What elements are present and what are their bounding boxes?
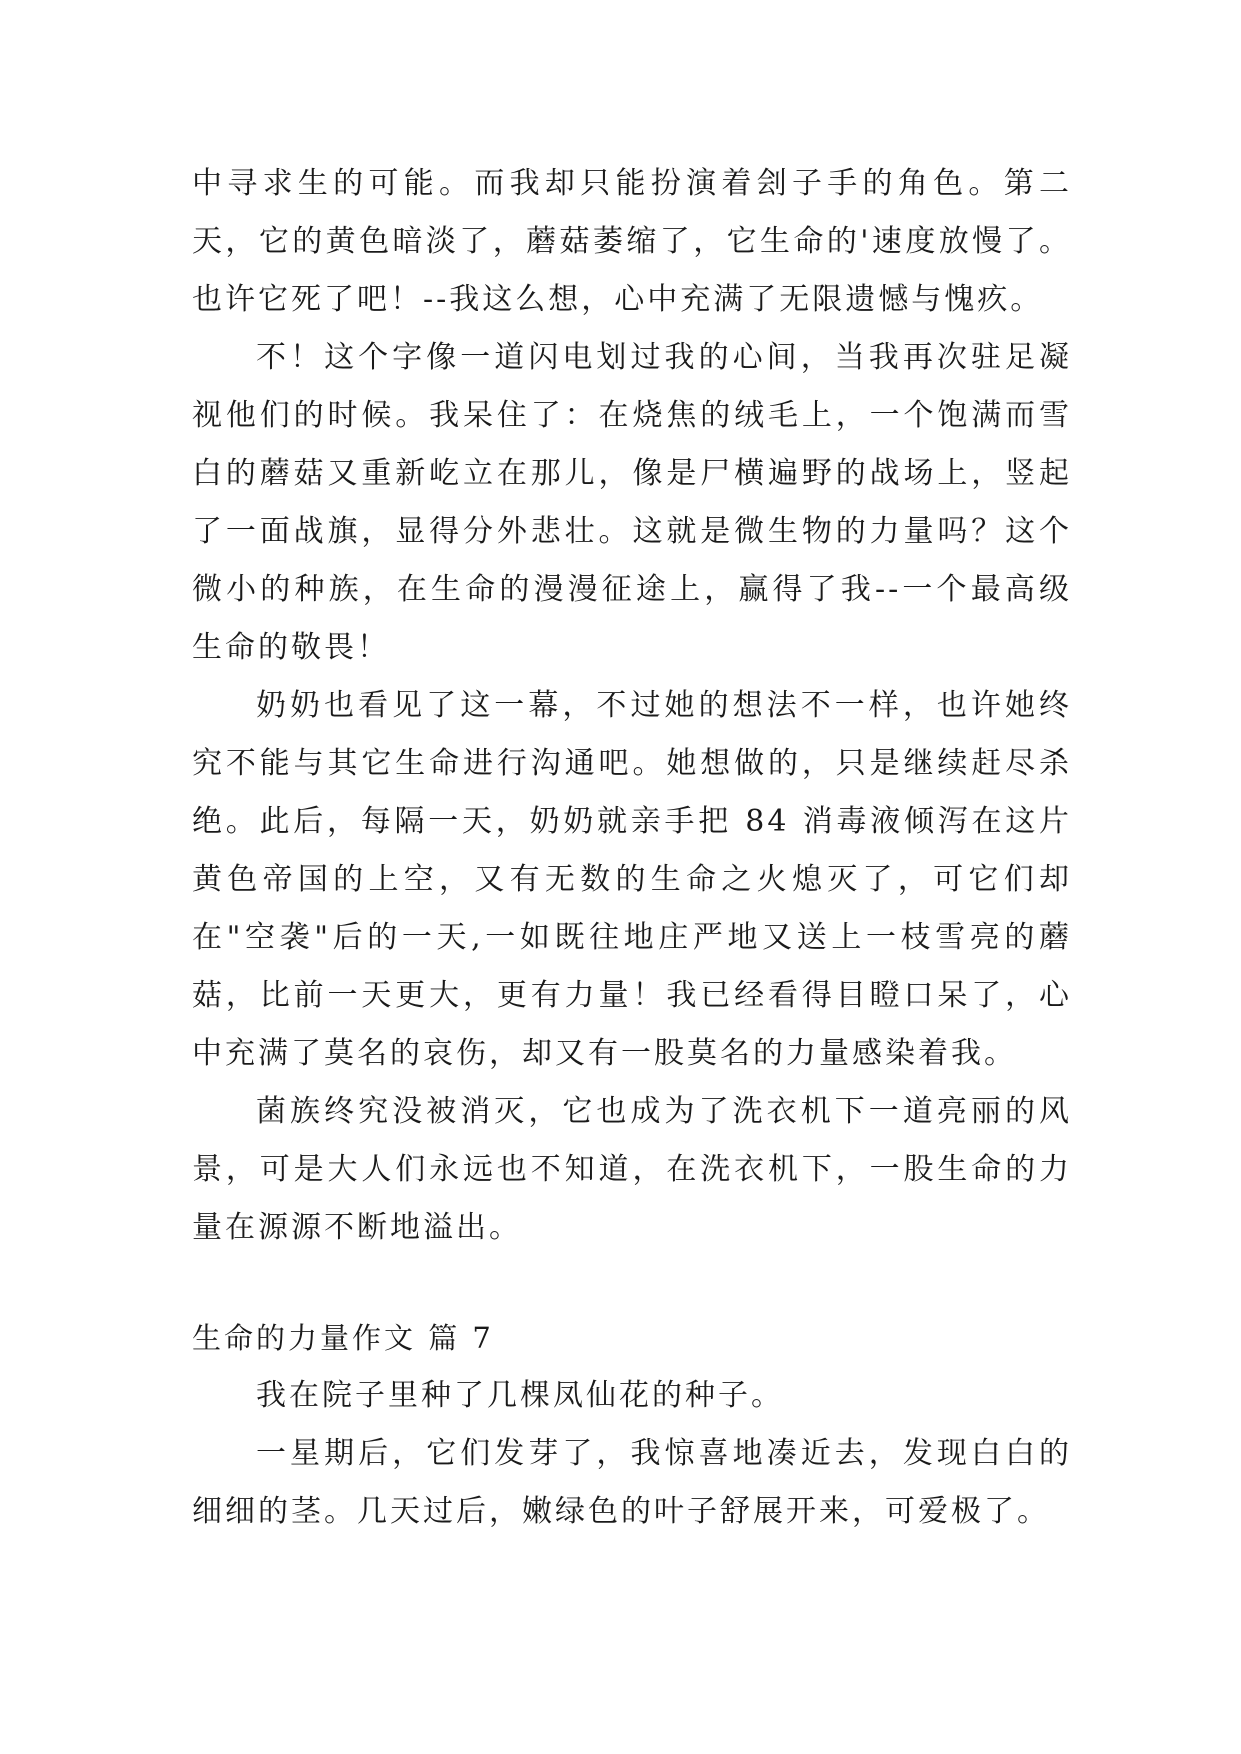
paragraph: 我在院子里种了几棵凤仙花的种子。	[256, 1378, 784, 1413]
paragraph: 菌族终究没被消灭，它也成为了洗衣机下一道亮丽的风景，可是大人们永远也不知道，在洗衣机下，一股生命的力量在源源不断地溢出。	[192, 1094, 1072, 1245]
paragraph: 一星期后，它们发芽了，我惊喜地凑近去，发现白白的细细的茎。几天过后，嫩绿色的叶子舒展开来，可爱极了。	[192, 1436, 1072, 1529]
paragraph: 中寻求生的可能。而我却只能扮演着刽子手的角色。第二天，它的黄色暗淡了，蘑菇萎缩了，它生命的'速度放慢了。也许它死了吧！--我这么想，心中充满了无限遗憾与愧疚。	[192, 166, 1072, 317]
section-heading: 生命的力量作文 篇 7	[192, 1321, 494, 1355]
paragraph: 不！这个字像一道闪电划过我的心间，当我再次驻足凝视他们的时候。我呆住了：在烧焦的绒毛上，一个饱满而雪白的蘑菇又重新屹立在那儿，像是尸横遍野的战场上，竖起了一面战旗，显得分外悲壮。这就是微生物的力量吗？这个微小的种族，在生命的漫漫征途上，赢得了我--一个最高级生命的敬畏！	[192, 340, 1072, 665]
document-body	[192, 155, 1072, 1541]
paragraph: 奶奶也看见了这一幕，不过她的想法不一样，也许她终究不能与其它生命进行沟通吧。她想做的，只是继续赶尽杀绝。此后，每隔一天，奶奶就亲手把 84 消毒液倾泻在这片黄色帝国的上空，又有无数的生命之火熄灭了，可它们却在"空袭"后的一天,一如既往地庄严地又送上一枝雪亮的蘑菇，比前一天更大，更有力量！我已经看得目瞪口呆了，心中充满了莫名的哀伤，却又有一股莫名的力量感染着我。	[192, 688, 1072, 1071]
